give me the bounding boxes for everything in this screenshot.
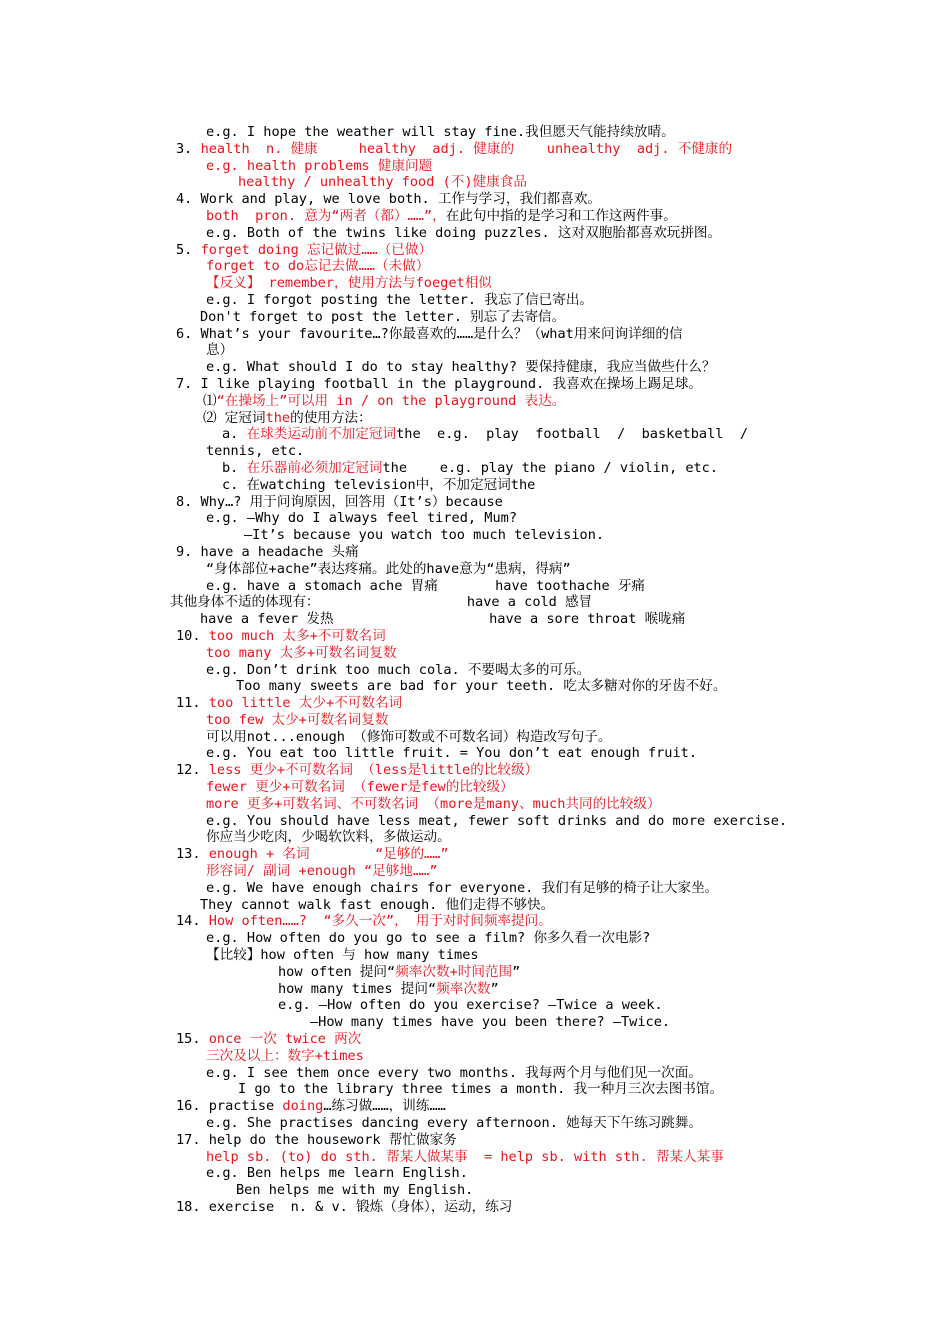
text-line (0, 897, 950, 914)
text-line (0, 477, 950, 494)
text-line (0, 1149, 950, 1166)
text-line (0, 1132, 950, 1149)
text-line (0, 796, 950, 813)
body-text: 6. What’s your favourite…?你最喜欢的……是什么？（what用来问询详细的信 (176, 325, 683, 342)
body-text: c. 在watching television中，不加定冠词the (222, 476, 536, 493)
body-text: 7. I like playing football in the playground. 我喜欢在操场上踢足球。 (176, 375, 703, 392)
highlighted-text: too much 太多+不可数名词 (208, 627, 386, 644)
highlighted-text: doing (282, 1098, 324, 1115)
body-text: how many times 提问“ (278, 980, 437, 997)
body-text: 18. exercise n. & v. 锻炼（身体），运动，练习 (176, 1199, 513, 1215)
highlighted-text: 在球类运动前不加定冠词 (246, 426, 397, 443)
text-line (0, 292, 950, 309)
body-text: the e.g. play the piano / violin, etc. (382, 459, 719, 476)
text-line (0, 460, 950, 477)
body-text: 【比较】how often 与 how many times (206, 947, 479, 964)
highlighted-text: less 更少+不可数名词 （less是little的比较级） (208, 762, 539, 779)
highlighted-text: forget doing 忘记做过……（已做） (200, 241, 433, 258)
text-line (0, 208, 950, 225)
highlighted-text: once 一次 twice 两次 (208, 1031, 362, 1048)
body-text: —It’s because you watch too much television. (244, 527, 605, 544)
body-text: —How many times have you been there? —Twice. (310, 1014, 671, 1031)
text-line (0, 695, 950, 712)
body-text: e.g. What should I do to stay healthy? 要保持健康，我应当做些什么？ (206, 359, 716, 376)
text-line (0, 645, 950, 662)
body-text: 9. have a headache 头痛 (176, 543, 359, 560)
body-text: e.g. I see them once every two months. 我每两个月与他们见一次面。 (206, 1064, 702, 1081)
text-line (0, 628, 950, 645)
body-text: e.g. You eat too little fruit. = You don’t eat enough fruit. (206, 745, 698, 762)
text-line (0, 846, 950, 863)
body-text: 你应当少吃肉，少喝软饮料，多做运动。 (206, 829, 451, 846)
body-text: 的使用方法： (290, 409, 372, 426)
highlighted-text: forget to do忘记去做……（未做） (206, 258, 430, 275)
body-text: They cannot walk fast enough. 他们走得不够快。 (200, 896, 555, 913)
highlighted-text: more 更多+可数名词、不可数名词 （more是many、much共同的比较级） (206, 795, 661, 812)
text-line (0, 1199, 950, 1216)
highlighted-text: 三次及以上：数字+times (206, 1047, 364, 1064)
text-line (0, 410, 950, 427)
text-line (0, 393, 950, 410)
body-text: 4. Work and play, we love both. 工作与学习，我们都喜欢。 (176, 191, 602, 208)
body-text: e.g. I hope the weather will stay fine.我但愿天气能持续放晴。 (206, 124, 675, 140)
text-line (0, 141, 950, 158)
highlighted-text: healthy / unhealthy food (不)健康食品 (238, 174, 527, 191)
body-text: e.g. How often do you go to see a film? 你多久看一次电影? (206, 930, 651, 947)
body-text: 13. (176, 846, 209, 863)
body-text: how often 提问“ (278, 963, 396, 980)
text-line (0, 275, 950, 292)
body-text: Ben helps me with my English. (236, 1182, 474, 1199)
body-text: ⑵ 定冠词 (203, 409, 266, 426)
text-line (0, 964, 950, 981)
body-text: e.g. —How often do you exercise? —Twice a week. (278, 997, 663, 1014)
text-line (0, 1115, 950, 1132)
text-line (0, 913, 950, 930)
highlighted-text: 频率次数 (436, 980, 491, 997)
text-line (0, 594, 950, 611)
text-line (0, 174, 950, 191)
text-line (0, 510, 950, 527)
highlighted-text: 【反义】 remember，使用方法与foeget相似 (206, 275, 492, 292)
text-line (0, 1098, 950, 1115)
text-line (0, 561, 950, 578)
text-line (0, 745, 950, 762)
text-line (0, 359, 950, 376)
highlighted-text: health n. 健康 healthy adj. 健康的 unhealthy adj. 不健康的 (200, 140, 733, 157)
text-line (0, 326, 950, 343)
document-page (0, 124, 950, 1216)
text-line (0, 829, 950, 846)
body-text: 其他身体不适的体现有： have a cold 感冒 (170, 594, 593, 611)
body-text: 17. help do the housework 帮忙做家务 (176, 1131, 457, 1148)
text-line (0, 1165, 950, 1182)
body-text: 8. Why…? 用于问询原因，回答用（It’s）because (176, 493, 503, 510)
text-line (0, 712, 950, 729)
body-text: 10. (176, 627, 209, 644)
body-text: e.g. We have enough chairs for everyone. 我们有足够的椅子让大家坐。 (206, 879, 719, 896)
body-text: 5. (176, 241, 201, 258)
body-text: b. (222, 459, 247, 476)
body-text: 12. (176, 762, 209, 779)
text-line (0, 1081, 950, 1098)
body-text: 可以用not...enough （修饰可数或不可数名词）构造改写句子。 (206, 728, 612, 745)
body-text: e.g. have a stomach ache 胃痛 have toothache 牙痛 (206, 577, 646, 594)
text-line (0, 880, 950, 897)
text-line (0, 443, 950, 460)
body-text: 16. practise (176, 1098, 283, 1115)
text-line (0, 158, 950, 175)
body-text: 在此句中指的是学习和工作这两件事。 (445, 207, 677, 224)
text-line (0, 309, 950, 326)
body-text: e.g. You should have less meat, fewer soft drinks and do more exercise. (206, 812, 788, 829)
body-text: 息） (206, 342, 234, 359)
text-line (0, 342, 950, 359)
text-line (0, 678, 950, 695)
body-text: the e.g. play football / basketball / (396, 426, 749, 443)
highlighted-text: fewer 更少+可数名词 （fewer是few的比较级） (206, 779, 514, 796)
text-line (0, 981, 950, 998)
body-text: Don't forget to post the letter. 别忘了去寄信。 (200, 308, 566, 325)
highlighted-text: both pron. 意为“两者（都）……”， (206, 207, 446, 224)
text-line (0, 225, 950, 242)
body-text: e.g. Both of the twins like doing puzzles. 这对双胞胎都喜欢玩拼图。 (206, 224, 722, 241)
highlighted-text: e.g. health problems 健康问题 (206, 157, 433, 174)
text-line (0, 729, 950, 746)
highlighted-text: enough + 名词 “足够的……” (208, 846, 449, 863)
body-text: Too many sweets are bad for your teeth. 吃太多糖对你的牙齿不好。 (236, 678, 727, 695)
body-text: e.g. —Why do I always feel tired, Mum? (206, 510, 517, 527)
text-line (0, 662, 950, 679)
body-text: “身体部位+ache”表达疼痛。此处的have意为“患病，得病” (206, 560, 571, 577)
text-line (0, 611, 950, 628)
highlighted-text: 形容词/ 副词 +enough “足够地……” (206, 863, 438, 880)
highlighted-text: too many 太多+可数名词复数 (206, 644, 397, 661)
body-text: e.g. Don’t drink too much cola. 不要喝太多的可乐。 (206, 661, 591, 678)
text-line (0, 779, 950, 796)
body-text: I go to the library three times a month. 我一种月三次去图书馆。 (238, 1081, 724, 1098)
text-line (0, 191, 950, 208)
text-line (0, 544, 950, 561)
highlighted-text: the (265, 409, 291, 426)
text-line (0, 1182, 950, 1199)
text-line (0, 242, 950, 259)
body-text: ” (512, 963, 521, 980)
highlighted-text: How often……? “多久一次”， 用于对时间频率提问。 (208, 913, 552, 930)
highlighted-text: too little 太少+不可数名词 (208, 695, 403, 712)
body-text: …练习做……，训练…… (323, 1098, 446, 1115)
highlighted-text: 频率次数+时间范围 (395, 963, 513, 980)
body-text: 11. (176, 695, 209, 712)
text-line (0, 426, 950, 443)
text-line (0, 124, 950, 141)
highlighted-text: too few 太少+可数名词复数 (206, 711, 389, 728)
highlighted-text: help sb. (to) do sth. 帮某人做某事 = help sb. with sth. 帮某人某事 (206, 1148, 724, 1165)
body-text: 15. (176, 1031, 209, 1048)
body-text: have a fever 发热 have a sore throat 喉咙痛 (200, 611, 686, 628)
text-line (0, 258, 950, 275)
body-text: e.g. Ben helps me learn English. (206, 1165, 468, 1182)
text-line (0, 762, 950, 779)
body-text: e.g. She practises dancing every afternoon. 她每天下午练习跳舞。 (206, 1115, 703, 1132)
highlighted-text: “在操场上”可以用 in / on the playground 表达。 (216, 392, 566, 409)
body-text: 14. (176, 913, 209, 930)
text-line (0, 997, 950, 1014)
text-line (0, 1031, 950, 1048)
body-text: e.g. I forgot posting the letter. 我忘了信已寄出。 (206, 291, 594, 308)
text-line (0, 863, 950, 880)
text-line (0, 527, 950, 544)
body-text: 3. (176, 140, 201, 157)
text-line (0, 376, 950, 393)
highlighted-text: 在乐器前必须加定冠词 (246, 459, 383, 476)
text-line (0, 1048, 950, 1065)
text-line (0, 930, 950, 947)
body-text: ” (490, 980, 499, 997)
body-text: tennis, etc. (206, 443, 305, 460)
body-text: a. (222, 426, 247, 443)
text-line (0, 494, 950, 511)
body-text: ⑴ (203, 392, 217, 409)
text-line (0, 947, 950, 964)
text-line (0, 1014, 950, 1031)
text-line (0, 1065, 950, 1082)
text-line (0, 578, 950, 595)
text-line (0, 813, 950, 830)
